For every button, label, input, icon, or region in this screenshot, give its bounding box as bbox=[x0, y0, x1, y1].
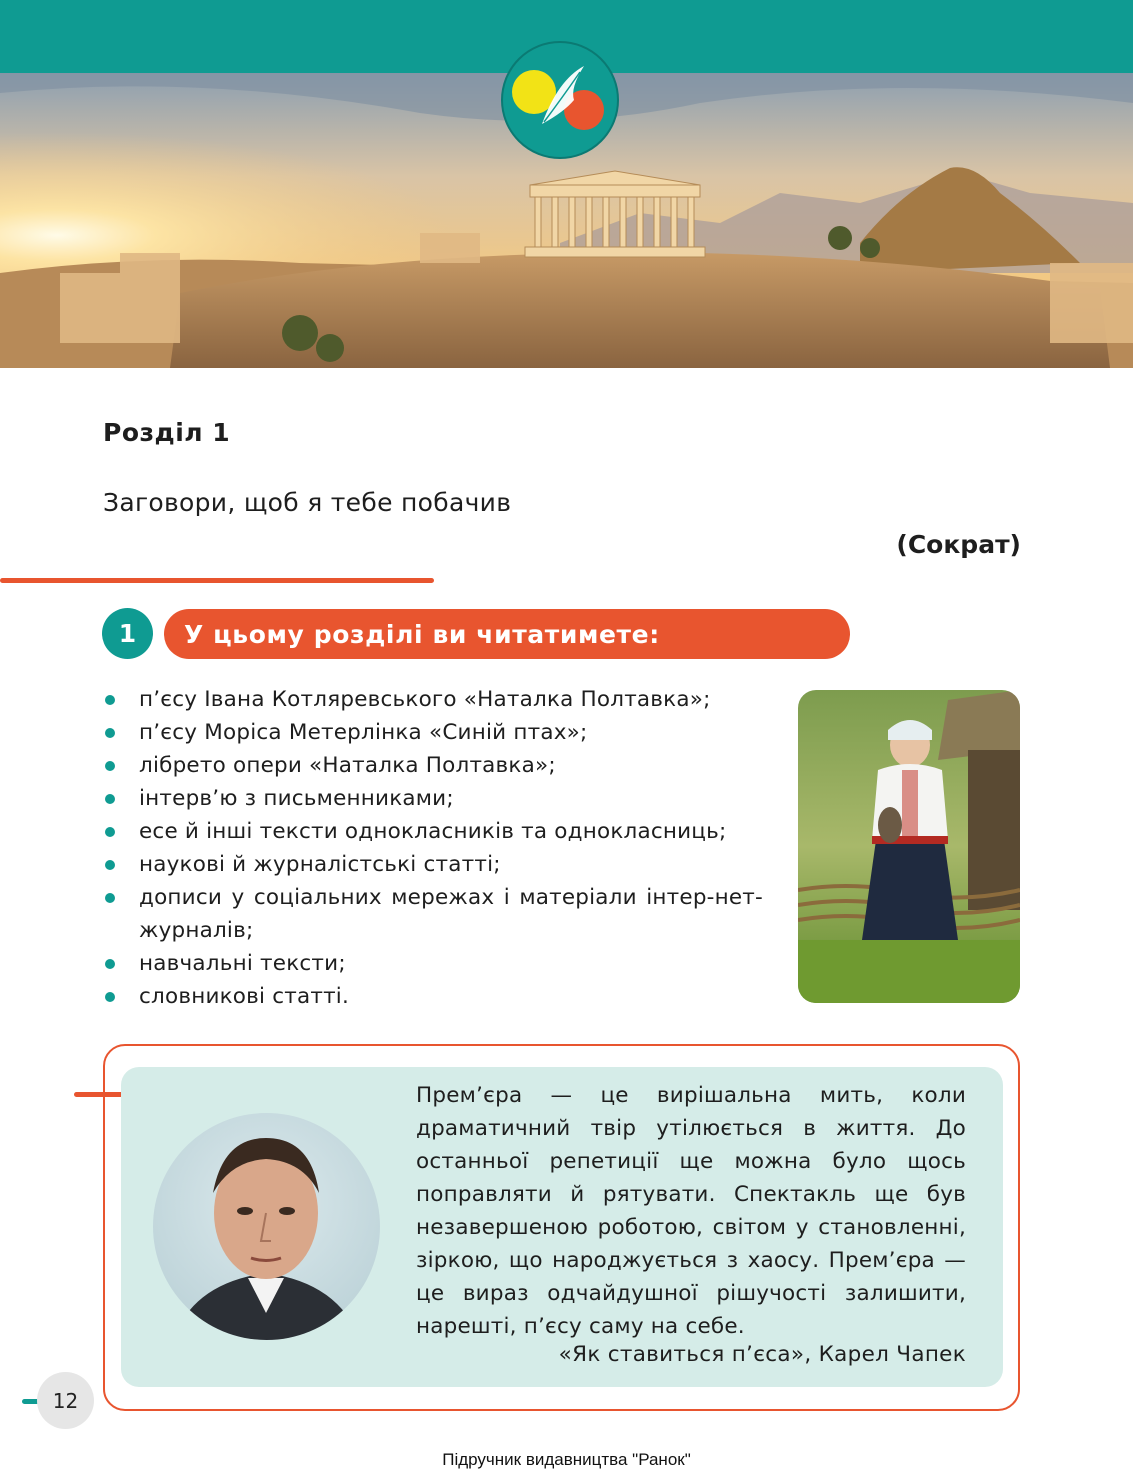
publisher-footer: Підручник видавництва "Ранок" bbox=[442, 1450, 691, 1469]
list-item: словникові статті. bbox=[103, 980, 763, 1013]
epigraph-author: (Сократ) bbox=[896, 530, 1021, 559]
quote-text: Прем’єра — це вирішальна мить, коли драматичний твір утілюється в життя. До останньої репетиції ще можна було щось поправляти й рятувати. Спектакль ще був незавершеною роботою, світом у становленні, зіркою, що народжується з хаосу. Прем’єра — це вираз одчайдушної рішучості залишити, нарешті, п’єсу саму на себе. bbox=[416, 1083, 966, 1339]
karel-capek-portrait-photo bbox=[153, 1113, 380, 1340]
quote-source: «Як ставиться п’єса», Карел Чапек bbox=[558, 1342, 966, 1367]
literature-feather-icon bbox=[500, 40, 620, 160]
list-item: п’єсу Моріса Метерлінка «Синій птах»; bbox=[103, 716, 763, 749]
list-item: лібрето опери «Наталка Полтавка»; bbox=[103, 749, 763, 782]
task-heading: У цьому розділі ви читатимете: bbox=[164, 609, 850, 659]
list-item: наукові й журналістські статті; bbox=[103, 848, 763, 881]
woman-in-ukrainian-costume-photo bbox=[798, 690, 1020, 1003]
reading-list bbox=[103, 683, 763, 1013]
page-number: 12 bbox=[37, 1372, 94, 1429]
list-item: п’єсу Івана Котляревського «Наталка Полтавка»; bbox=[103, 683, 763, 716]
section-divider bbox=[0, 578, 434, 583]
task-number-badge: 1 bbox=[102, 608, 153, 659]
epigraph: Заговори, щоб я тебе побачив bbox=[103, 488, 512, 517]
list-item: інтерв’ю з письменниками; bbox=[103, 782, 763, 815]
list-item: есе й інші тексти однокласників та однокласниць; bbox=[103, 815, 763, 848]
list-item: навчальні тексти; bbox=[103, 947, 763, 980]
list-item: дописи у соціальних мережах і матеріали інтер-нет-журналів; bbox=[103, 881, 763, 947]
section-label: Розділ 1 bbox=[103, 418, 231, 447]
